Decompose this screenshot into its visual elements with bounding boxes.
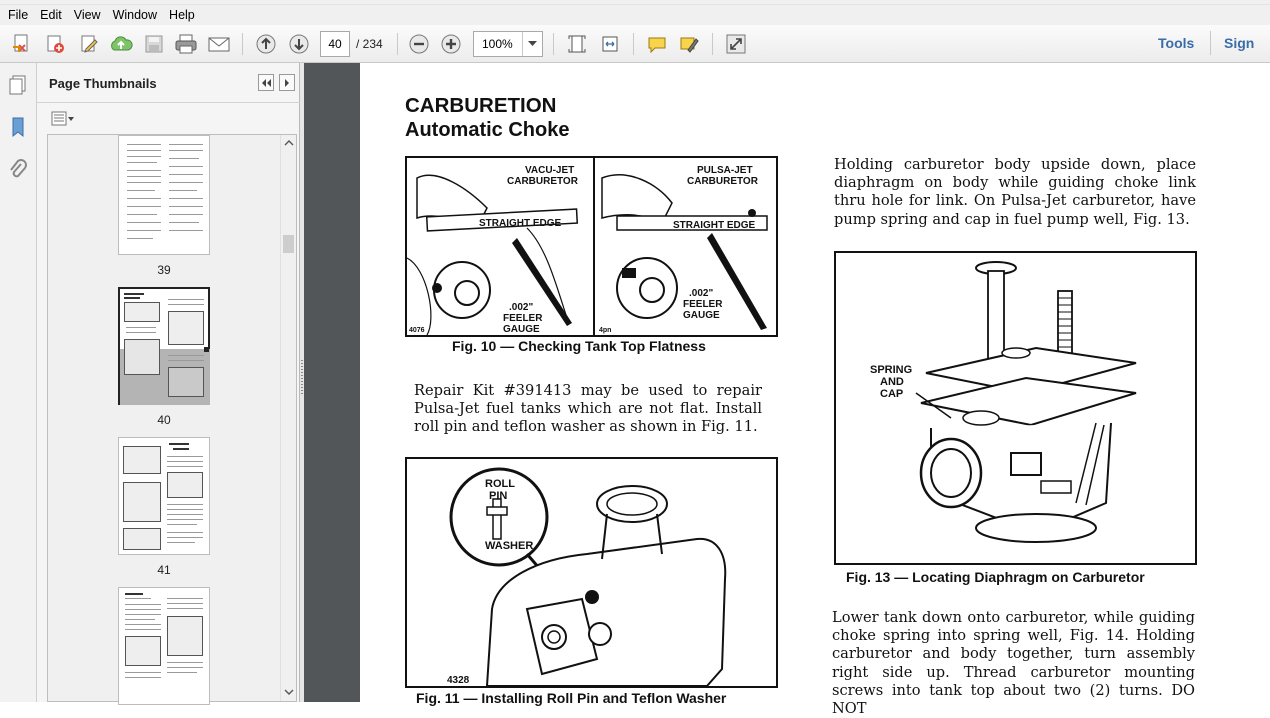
paragraph-lower-tank: Lower tank down onto carburetor, while guiding choke spring into spring well, Fig. 14. Holding carburetor and body together, turn assembly right side up. Thread carburetor mounting screws into tank top about two (2) turns. DO NOT [832,609,1195,718]
figure-10-code-right: 4pn [599,327,612,334]
full-screen-button[interactable] [723,31,749,57]
figure-13-illustration [834,251,1197,565]
add-comment-button[interactable] [644,31,670,57]
zoom-out-icon [408,33,430,55]
gauge-value-label: .002" [509,302,534,313]
arrow-up-circle-icon [255,33,277,55]
combine-files-icon [44,33,66,55]
zoom-in-icon [440,33,462,55]
panel-header [37,63,300,103]
spring-label: SPRING [870,364,913,376]
highlighter-icon [678,33,700,55]
page-subheading: Automatic Choke [405,119,570,141]
thumbnail-page-label: 39 [157,263,171,277]
vacu-jet-carburetor-label: CARBURETOR [507,176,578,187]
expand-panel-button[interactable] [279,74,295,91]
toolbar-separator [242,33,243,55]
fit-page-button[interactable] [564,31,590,57]
printer-icon [174,33,198,55]
expand-arrows-icon [725,33,747,55]
fit-page-icon [566,33,588,55]
chevron-right-icon [284,79,290,87]
tools-pane-button[interactable]: Tools [1158,35,1195,51]
create-pdf-icon [11,33,33,55]
scroll-down-arrow-icon[interactable] [284,689,294,696]
figure-11-illustration [405,457,778,688]
roll-label: ROLL [485,478,515,490]
menu-bar [0,5,1270,25]
figure-13-caption: Fig. 13 — Locating Diaphragm on Carburetor [846,569,1145,585]
double-chevron-left-icon [261,79,271,87]
gauge-label: GAUGE [503,324,540,335]
paperclip-icon [6,158,30,182]
pulsa-jet-label: PULSA-JET [697,165,753,176]
page-total-count: / 234 [356,37,383,51]
figure-10-illustration [405,156,778,337]
fit-width-button[interactable] [597,31,623,57]
zoom-level-select[interactable] [473,31,543,57]
figure-10-drawing [407,158,776,335]
print-button[interactable] [173,31,199,57]
edit-pdf-button[interactable] [76,31,102,57]
gauge-label-right: GAUGE [683,310,720,321]
figure-11-code: 4328 [447,675,470,686]
page-thumbnail-40[interactable] [118,287,210,405]
page-thumbnails-toggle[interactable] [6,73,30,97]
scroll-up-arrow-icon[interactable] [284,139,294,146]
thumbnail-page-label: 40 [157,413,171,427]
figure-10-caption: Fig. 10 — Checking Tank Top Flatness [452,338,706,354]
zoom-in-button[interactable] [438,31,464,57]
toolbar-separator [397,33,398,55]
save-disk-icon [144,34,164,54]
scrollbar-thumb[interactable] [283,235,294,253]
combine-files-button[interactable] [42,31,68,57]
sign-pane-button[interactable]: Sign [1224,35,1255,51]
menu-window[interactable]: Window [112,8,158,22]
page-thumbnail-41[interactable] [118,437,210,555]
toolbar-separator [1210,31,1211,55]
zoom-level-value: 100% [482,37,513,51]
zoom-out-button[interactable] [406,31,432,57]
pulsa-jet-carburetor-label: CARBURETOR [687,176,758,187]
figure-11-caption: Fig. 11 — Installing Roll Pin and Teflon Washer [416,690,727,706]
panel-title: Page Thumbnails [49,76,157,91]
highlight-text-button[interactable] [676,31,702,57]
edit-pencil-icon [78,33,100,55]
thumbnail-list [47,134,297,702]
page-heading: CARBURETION [405,94,557,117]
upload-cloud-button[interactable] [108,31,134,57]
email-button[interactable] [206,31,232,57]
menu-help[interactable]: Help [169,8,195,22]
comment-bubble-icon [646,33,668,55]
menu-file[interactable]: File [8,8,29,22]
page-thumbnail-42[interactable] [118,587,210,705]
document-viewport [304,63,1270,718]
page-number-input[interactable] [320,31,350,57]
vacu-jet-label: VACU-JET [525,165,575,176]
figure-13-drawing [836,253,1195,563]
feeler-label-right: FEELER [683,299,723,310]
next-page-button[interactable] [286,31,312,57]
paragraph-repair-kit: Repair Kit #391413 may be used to repair Pulsa-Jet fuel tanks which are not flat. Install roll pin and teflon washer as shown in Fig. 11. [414,382,762,436]
feeler-label: FEELER [503,313,543,324]
and-label: AND [880,376,904,388]
navigation-rail [0,63,37,702]
pin-label: PIN [489,490,508,502]
arrow-down-circle-icon [288,33,310,55]
figure-10-code-left: 4076 [409,327,425,334]
toolbar-separator [712,33,713,55]
fit-width-icon [599,33,621,55]
menu-view[interactable]: View [73,8,101,22]
envelope-icon [207,34,231,54]
create-pdf-button[interactable] [9,31,35,57]
attachments-toggle[interactable] [6,158,30,182]
pages-icon [6,73,30,97]
straight-edge-label: STRAIGHT EDGE [479,218,562,229]
options-list-icon [51,111,75,127]
thumbnail-page-label: 41 [157,563,171,577]
paragraph-holding-carburetor: Holding carburetor body upside down, place diaphragm on body while guiding choke link thru hole for link. On Pulsa-Jet carburetor, have pump spring and cap in fuel pump well, Fig. 13. [834,156,1196,228]
previous-page-button[interactable] [253,31,279,57]
cap-label: CAP [880,388,904,400]
toolbar-separator [633,33,634,55]
cloud-upload-icon [109,33,133,55]
figure-11-drawing [407,459,776,686]
thumbnail-scrollbar[interactable] [280,135,296,701]
page-thumbnails-panel [37,63,300,702]
menu-edit[interactable]: Edit [40,8,62,22]
bookmark-icon [6,115,30,139]
splitter-grip[interactable] [301,360,303,396]
gauge-value-label-right: .002" [689,288,714,299]
save-button[interactable] [141,31,167,57]
chevron-down-icon[interactable] [522,32,542,56]
main-toolbar [0,25,1270,63]
collapse-panel-button[interactable] [258,74,274,91]
bookmarks-toggle[interactable] [6,115,30,139]
page-thumbnail-39[interactable] [118,135,210,255]
toolbar-separator [553,33,554,55]
thumbnail-options-button[interactable] [51,111,75,127]
straight-edge-label-right: STRAIGHT EDGE [673,220,756,231]
washer-label: WASHER [485,540,534,552]
pdf-page [360,63,1270,718]
